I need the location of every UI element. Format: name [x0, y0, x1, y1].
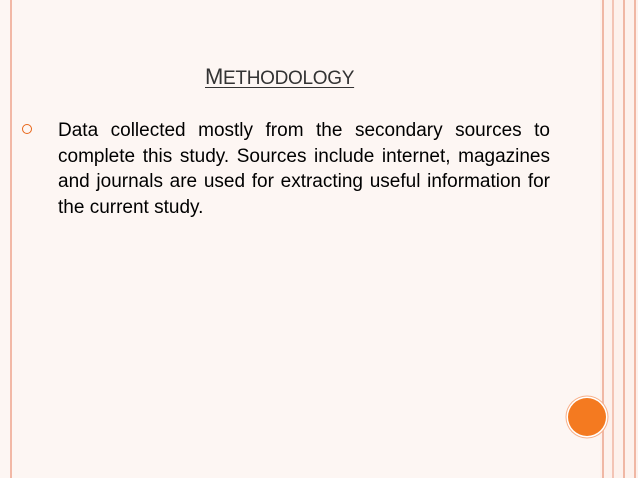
right-stripe — [623, 0, 625, 478]
orange-circle-icon — [568, 398, 606, 436]
slide-title-first-letter: M — [205, 64, 224, 89]
left-border-line — [10, 0, 12, 478]
right-stripe — [612, 0, 614, 478]
bullet-item — [22, 118, 550, 220]
hollow-circle-bullet-icon — [22, 124, 32, 134]
right-decorative-band — [600, 0, 638, 478]
slide-title-rest: ETHODOLOGY — [223, 68, 355, 89]
right-stripe — [634, 0, 636, 478]
slide-title — [205, 64, 354, 90]
bullet-text: Data collected mostly from the secondary sources to complete this study. Sources include internet, magazines and journals are used for extracting useful information for the current study. — [58, 120, 550, 218]
